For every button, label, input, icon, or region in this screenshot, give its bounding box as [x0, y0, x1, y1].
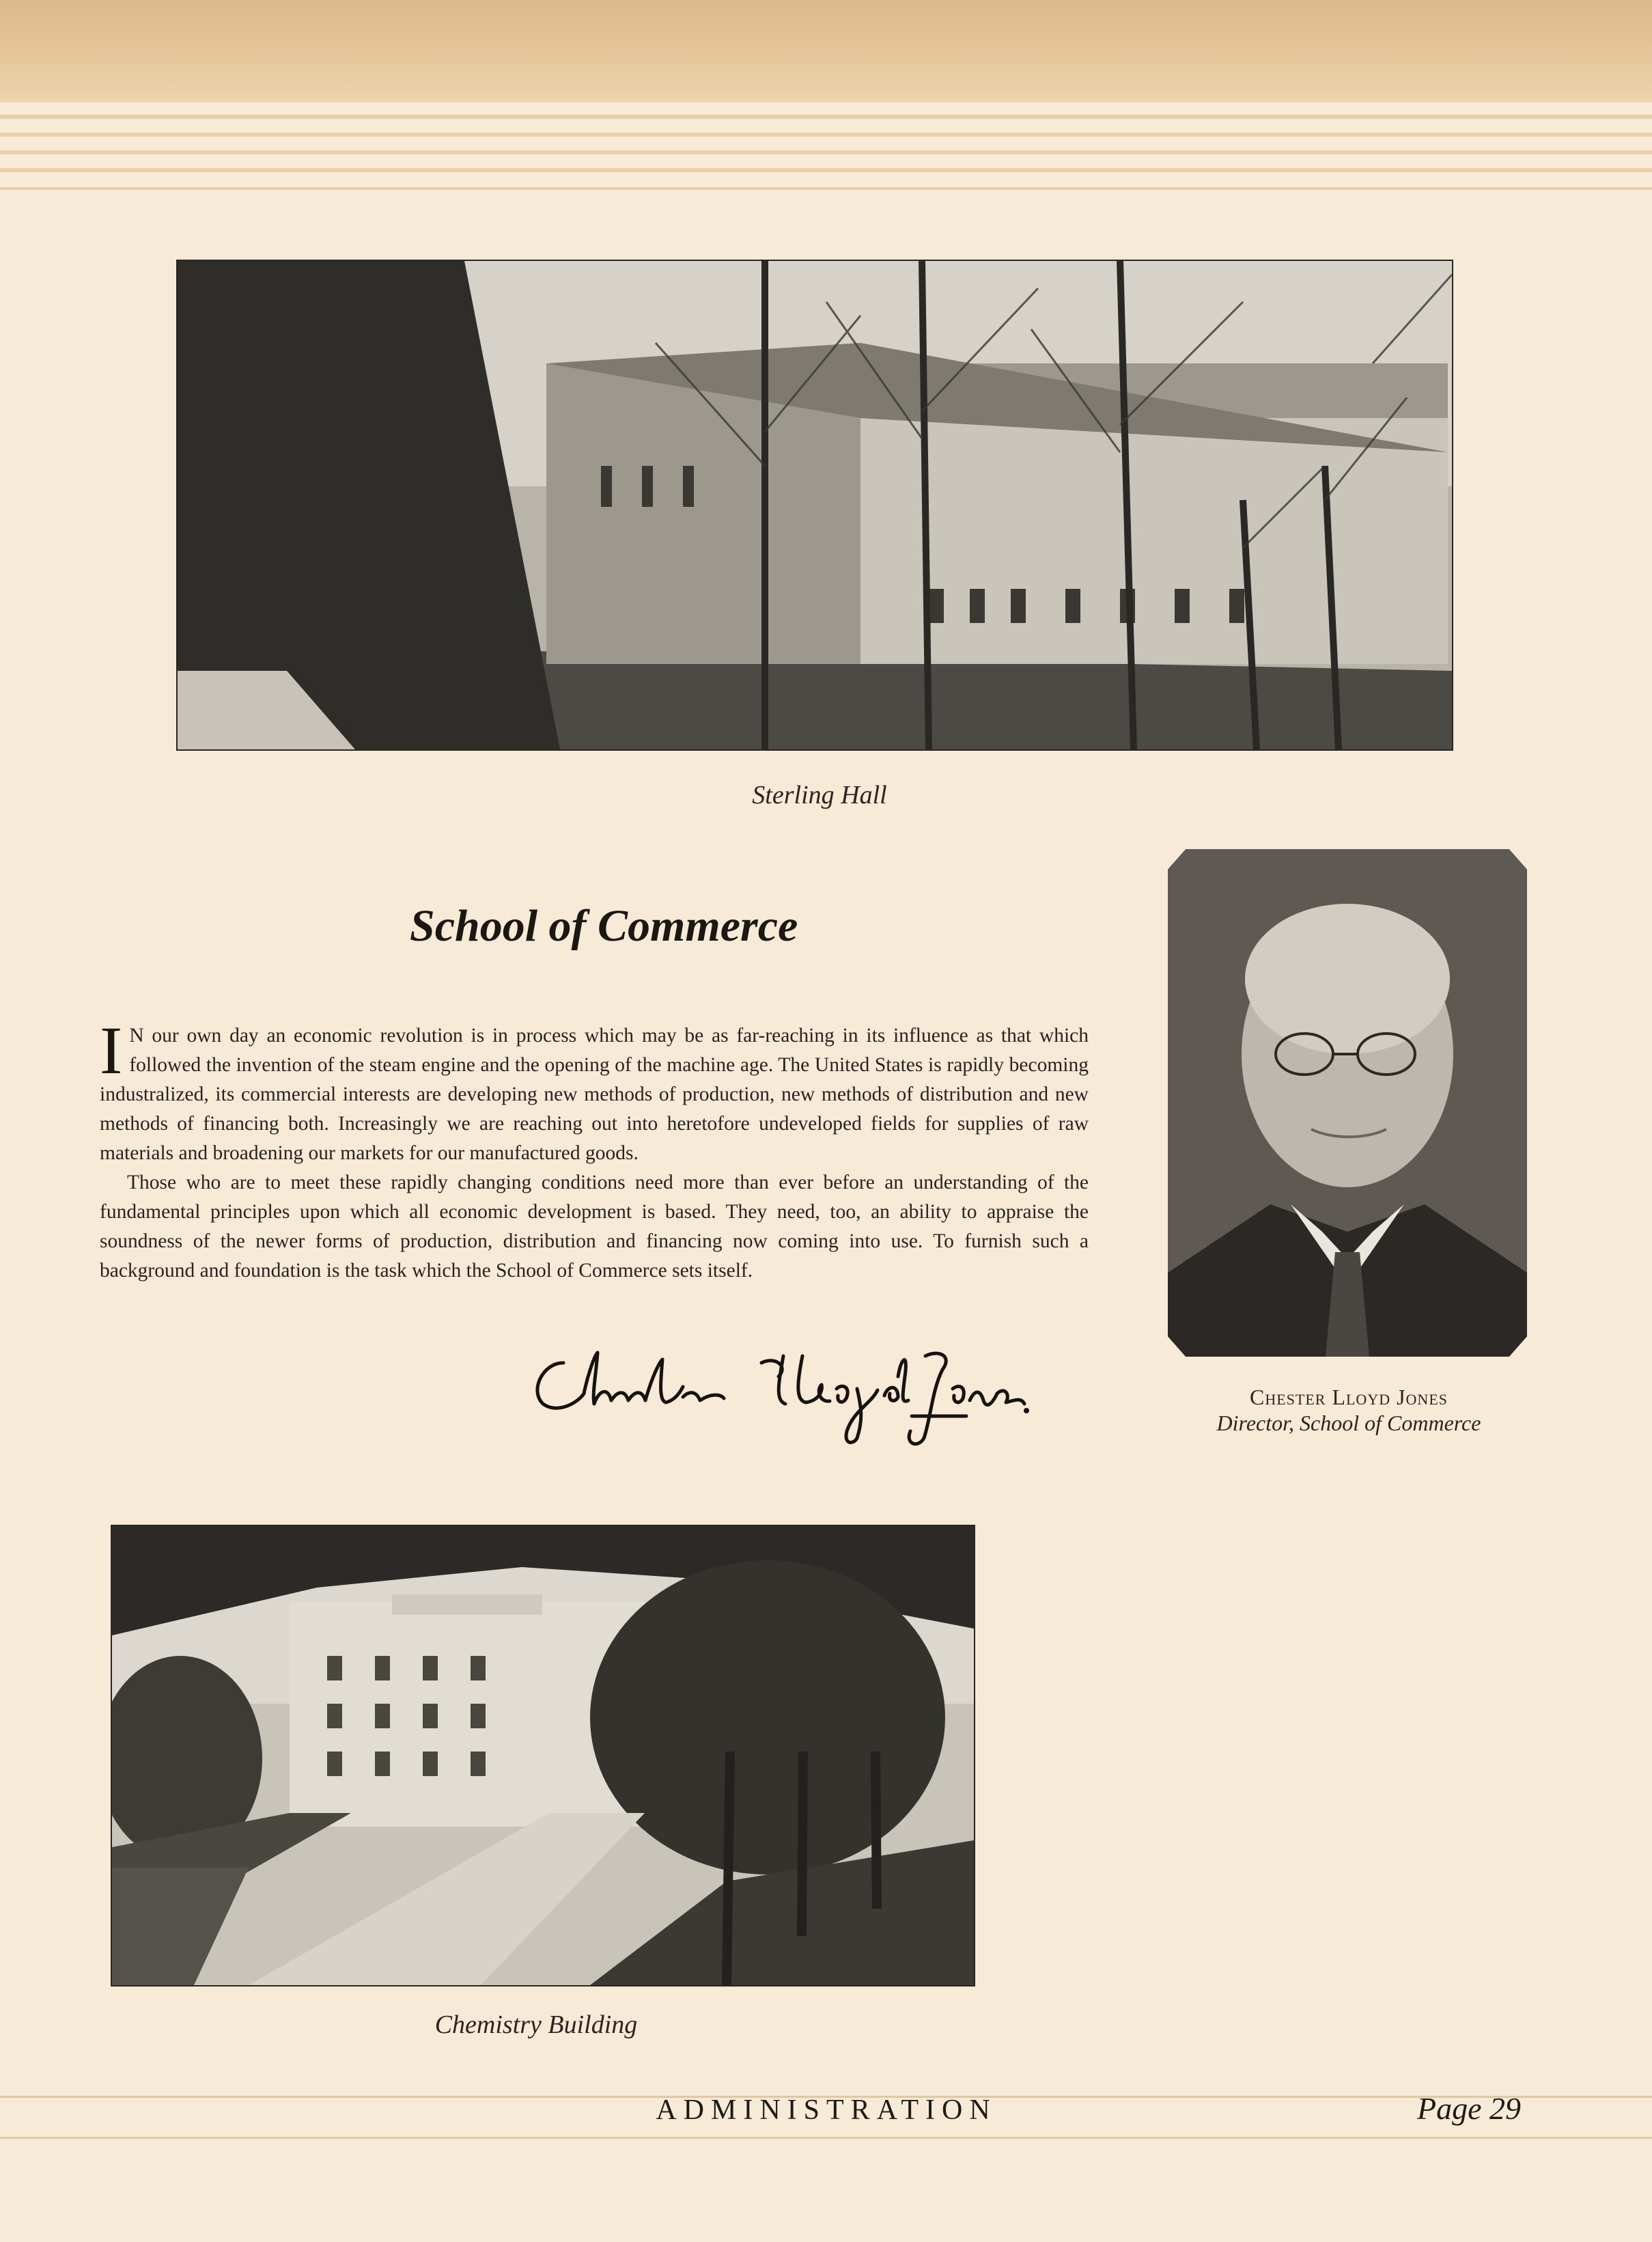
footer-section-title: ADMINISTRATION	[656, 2094, 997, 2126]
article-body	[100, 1012, 1089, 1286]
footer-rule-bottom	[0, 2137, 1652, 2139]
chemistry-building-photo	[111, 1525, 975, 1987]
paragraph-1-text: N our own day an economic revolution is in process which may be as far-reaching in its influence as that which followed the invention of the steam engine and the opening of the machine age. The United States is rapidly becoming industralized, its commercial interests are developing new methods of production, new methods of distribution and new methods of financing both. Increasingly we are reaching out into heretofore undeveloped fields for supplies of raw materials and broadening our markets for our manufactured goods.	[100, 1025, 1089, 1164]
portrait-caption	[1161, 1383, 1537, 1435]
article-paragraph-2: Those who are to meet these rapidly changing conditions need more than ever before an understanding of the fundamental principles upon which all economic development is based. They need, too, an ability to appraise the soundness of the newer forms of production, distribution and financing now coming into use. To furnish such a background and foundation is the task which the School of Commerce sets itself.	[100, 1172, 1089, 1282]
drop-cap: I	[100, 1012, 123, 1088]
chemistry-building-caption: Chemistry Building	[434, 2010, 638, 2039]
chester-lloyd-jones-signature	[516, 1335, 1035, 1452]
director-role: Director, School of Commerce	[1216, 1411, 1481, 1435]
footer-page-number: Page 29	[1417, 2091, 1522, 2126]
top-decorative-stripes	[0, 102, 1652, 212]
director-name: Chester Lloyd Jones	[1249, 1385, 1448, 1409]
top-decorative-band	[0, 0, 1652, 102]
article-paragraph-1	[100, 1012, 1089, 1168]
article-title: School of Commerce	[410, 901, 798, 951]
sterling-hall-caption: Sterling Hall	[752, 781, 887, 809]
sterling-hall-photo	[176, 260, 1453, 751]
director-portrait	[1168, 849, 1527, 1357]
